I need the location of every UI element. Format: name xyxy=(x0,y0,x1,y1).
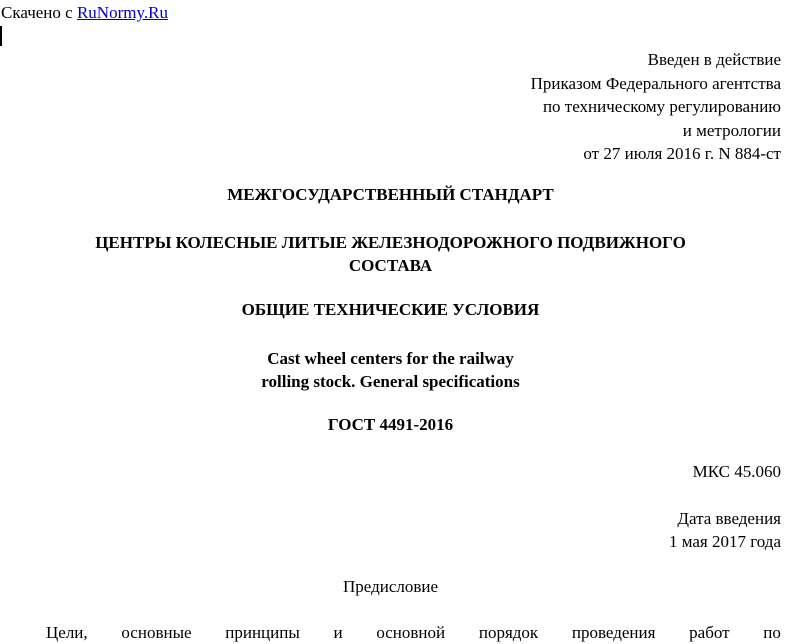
title-en-line: rolling stock. General specifications xyxy=(261,372,520,391)
paragraph-word: порядок xyxy=(478,623,539,642)
source-link[interactable]: RuNormy.Ru xyxy=(76,3,168,22)
text-cursor xyxy=(0,26,2,46)
paragraph-word: и xyxy=(333,623,343,642)
document-subtitle-ru: ОБЩИЕ ТЕХНИЧЕСКИЕ УСЛОВИЯ xyxy=(241,300,540,319)
document-title-en xyxy=(0,347,781,393)
intro-line: по техническому регулированию xyxy=(542,97,781,116)
paragraph-word: основной xyxy=(376,623,446,642)
mks-code: МКС 45.060 xyxy=(692,462,781,481)
paragraph-word: принципы xyxy=(225,623,300,642)
paragraph-word: проведения xyxy=(571,623,656,642)
date-value: 1 мая 2017 года xyxy=(668,532,781,551)
intro-line: от 27 июля 2016 г. N 884-ст xyxy=(583,144,781,163)
source-line xyxy=(1,3,168,23)
intro-line: и метрологии xyxy=(682,120,781,140)
intro-line: Приказом Федерального агентства xyxy=(530,73,781,93)
introduction-date xyxy=(669,507,781,553)
date-label: Дата введения xyxy=(677,509,781,528)
intro-line: Введен в действие xyxy=(647,50,781,69)
title-ru-line: СОСТАВА xyxy=(348,256,433,275)
foreword-heading: Предисловие xyxy=(342,577,439,596)
paragraph-word: Цели, xyxy=(46,623,88,642)
standard-type: МЕЖГОСУДАРСТВЕННЫЙ СТАНДАРТ xyxy=(227,185,554,204)
title-en-line: Cast wheel centers for the railway xyxy=(267,349,514,368)
document-title-ru xyxy=(0,231,781,277)
intro-block xyxy=(531,48,781,166)
title-ru-line: ЦЕНТРЫ КОЛЕСНЫЕ ЛИТЫЕ ЖЕЛЕЗНОДОРОЖНОГО ПОДВИЖНОГО xyxy=(95,233,686,252)
paragraph-word: работ xyxy=(689,623,730,642)
gost-number: ГОСТ 4491-2016 xyxy=(327,415,454,434)
paragraph-word: по xyxy=(763,623,781,642)
source-prefix: Скачено с xyxy=(1,3,77,22)
paragraph-word: основные xyxy=(121,623,192,642)
